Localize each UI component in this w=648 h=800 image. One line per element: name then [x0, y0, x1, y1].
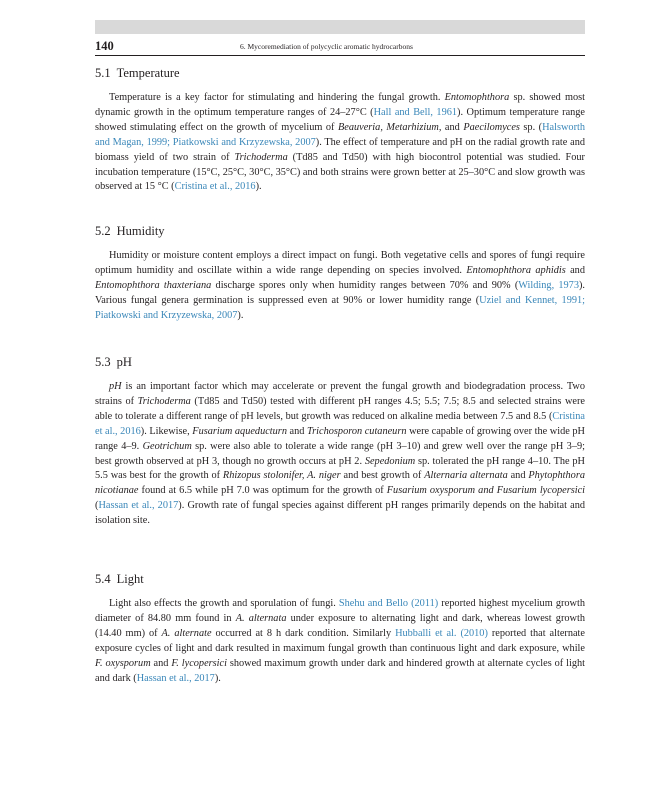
italic-text: Fusarium oxysporum and Fusarium lycopersici: [386, 485, 586, 497]
section-heading: [95, 354, 585, 370]
italic-text: Alternaria alternata: [424, 470, 508, 482]
text-run: and: [565, 264, 585, 276]
text-run: reported highest mycelium growth diameter of 84.80 mm found in: [95, 598, 585, 624]
italic-text: Paecilomyces: [463, 121, 520, 133]
italic-text: Entomophthora aphidis: [466, 264, 566, 276]
section-number: 5.4: [95, 572, 111, 586]
text-run: sp. (: [519, 121, 543, 133]
italic-text: A. alternata: [235, 612, 287, 624]
section-title: Humidity: [116, 224, 165, 238]
italic-text: Geotrichum: [142, 440, 192, 452]
italic-text: Fusarium aqueducturn: [192, 425, 287, 437]
italic-text: pH: [109, 381, 122, 392]
text-run: is an important factor which may accelerate or prevent the fungal growth and biodegradation process. Two strains of: [95, 381, 585, 407]
text-run: were capable of growing over the wide pH range 4–9.: [95, 425, 585, 452]
text-run: Temperature is a key factor for stimulating and hindering the fungal growth.: [109, 92, 445, 103]
italic-text: Entomophthora: [444, 92, 510, 103]
page-number: 140: [95, 39, 114, 53]
section-temperature: [95, 65, 585, 195]
section-number: 5.3: [95, 355, 111, 369]
section-number: 5.2: [95, 224, 111, 238]
italic-text: A. alternate: [161, 627, 212, 639]
section-heading: [95, 571, 585, 587]
text-run: occurred at 8 h dark condition. Similarly: [211, 627, 396, 639]
text-run: Humidity or moisture content employs a direct impact on fungi. Both vegetative cells and spores of fungi require optimum humidity and oscillate within a wide range depending on species involved.: [95, 250, 585, 276]
citation-link[interactable]: Cristina et al., 2016: [95, 410, 585, 437]
text-run: ). Likewise,: [140, 425, 193, 437]
citation-link[interactable]: Wilding, 1973: [518, 279, 579, 291]
italic-text: Trichoderma: [234, 151, 288, 163]
text-run: showed maximum growth under dark and hindered growth at alternate cycles of light and dark (: [95, 657, 585, 684]
text-run: ).: [237, 309, 244, 321]
text-run: and: [507, 470, 529, 482]
text-run: ).: [255, 181, 262, 193]
running-header: [95, 39, 585, 56]
italic-text: Phytophthora nicotianae: [95, 470, 585, 497]
citation-link[interactable]: Shehu and Bello (2011): [338, 598, 439, 609]
italic-text: Beauveria, Metarhizium,: [338, 121, 442, 133]
text-run: and: [150, 657, 172, 669]
text-run: (Td85 and Td50) tested with different pH ranges 4.5; 5.5; 7.5; 8.5 and selected strains were able to tolerate a different range of pH levels, but growth was reduced on alkaline media between 7.5 and 8.5 (: [95, 395, 585, 422]
section-humidity: [95, 223, 585, 324]
section-ph: [95, 354, 585, 529]
text-run: ). Various fungal genera germination is suppressed even at 90% or lower humidity range (: [95, 279, 585, 306]
section-title: Light: [116, 572, 144, 586]
paragraph: [95, 249, 585, 324]
citation-link[interactable]: Hubballi et al. (2010): [395, 627, 488, 639]
italic-text: Trichoderma: [137, 395, 191, 407]
citation-link[interactable]: Hassan et al., 2017: [98, 500, 179, 512]
header-bar: [95, 20, 585, 34]
italic-text: Entomophthora thaxteriana: [95, 279, 212, 291]
paragraph: [95, 380, 585, 529]
text-run: and: [441, 121, 464, 133]
text-run: sp. showed most dynamic growth in the optimum temperature ranges of 24–27°C (: [95, 92, 586, 118]
citation-link[interactable]: Hall and Bell, 1961: [373, 106, 458, 118]
section-title: pH: [116, 355, 132, 369]
italic-text: F. lycopersici: [171, 657, 227, 669]
text-run: found at 6.5 while pH 7.0 was optimum for the growth of: [138, 485, 387, 497]
text-run: and best growth of: [340, 470, 425, 482]
text-run: ). The effect of temperature and pH on the radial growth rate and biomass yield of two strain of: [95, 136, 585, 163]
text-run: ). Optimum temperature range showed stimulating effect on the growth of mycelium of: [95, 106, 586, 133]
section-heading: [95, 65, 585, 81]
italic-text: Trichosporon cutaneurn: [307, 425, 407, 437]
italic-text: F. oxysporum: [95, 657, 151, 669]
text-run: ).: [214, 672, 221, 684]
text-run: (: [95, 500, 99, 512]
section-number: 5.1: [95, 66, 111, 80]
section-heading: [95, 223, 585, 239]
italic-text: Sepedonium: [364, 455, 416, 467]
citation-link[interactable]: Halsworth and Magan, 1999; Piatkowski and Krzyzewska, 2007: [95, 121, 586, 148]
text-run: discharge spores only when humidity ranges between 70% and 90% (: [211, 279, 519, 291]
section-light: [95, 571, 585, 686]
chapter-title: 6. Mycoremediation of polycyclic aromatic hydrocarbons: [240, 42, 413, 51]
paragraph: [95, 597, 585, 686]
citation-link[interactable]: Hassan et al., 2017: [136, 672, 215, 684]
italic-text: Rhizopus stolonifer, A. niger: [222, 470, 341, 482]
paragraph: [95, 91, 585, 195]
text-run: sp. tolerated the pH range 4–10. The pH 5.5 was best for the growth of: [95, 455, 585, 482]
text-run: (Td85 and Td50) with high biocontrol potential was studied. Four incubation temperature (15°C, 25°C, 30°C, 35°C) and both strains were grown better at 25–30°C and slow growth was observed at 15 °C (: [95, 151, 585, 193]
section-title: Temperature: [116, 66, 180, 80]
text-run: under exposure to alternating light and dark, whereas lowest growth (14.40 mm) of: [95, 612, 585, 639]
citation-link[interactable]: Uziel and Kennet, 1991; Piatkowski and Krzyzewska, 2007: [95, 294, 586, 321]
text-run: reported that alternate exposure cycles of light and dark resulted in maximum fungal growth than continuous light and dark exposure, while: [95, 627, 585, 654]
text-run: Light also effects the growth and sporulation of fungi.: [109, 598, 339, 609]
text-run: sp. were also able to tolerate a wide range (pH 3–10) and grew well over the range pH 3–9; best growth observed at pH 3, though no growth occurs at pH 2.: [95, 440, 585, 467]
citation-link[interactable]: Cristina et al., 2016: [174, 181, 256, 193]
text-run: ). Growth rate of fungal species against different pH ranges primarily depends on the habitat and isolation site.: [95, 500, 585, 527]
text-run: and: [286, 425, 308, 437]
